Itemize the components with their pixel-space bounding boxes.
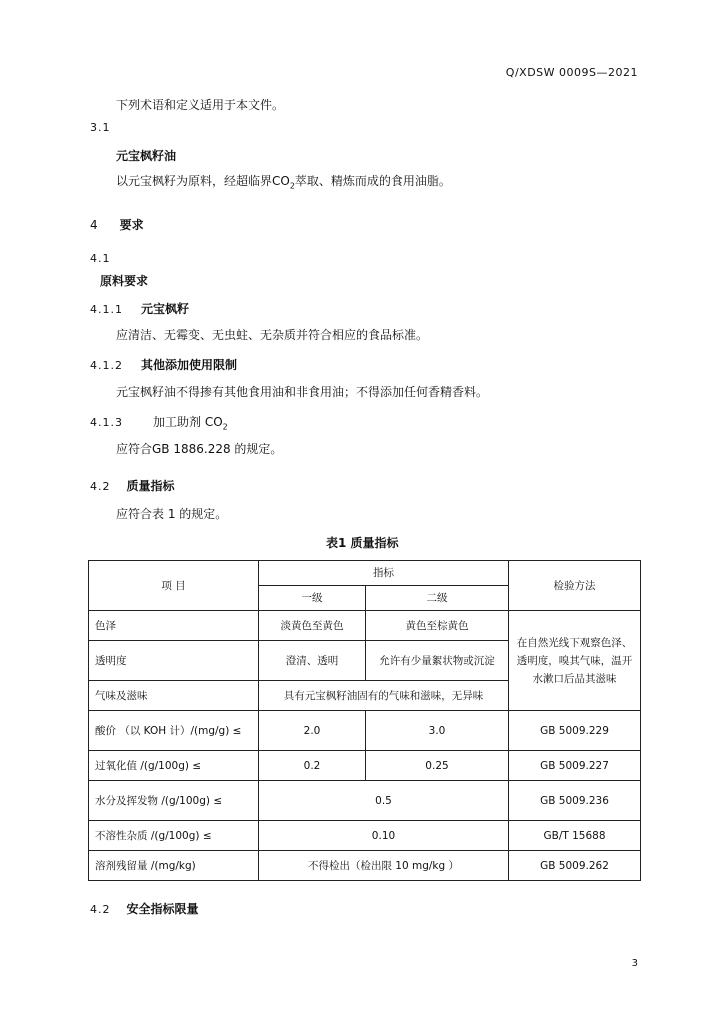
table-row: 气味及滋味 具有元宝枫籽油固有的气味和滋味，无异味	[89, 681, 641, 711]
section-4-1-number: 4.1	[90, 252, 111, 265]
header-grade-2: 二级	[366, 586, 509, 611]
section-3-1-definition: 以元宝枫籽为原料，经超临界$CO_2$萃取、精炼而成的食用油脂。	[116, 174, 451, 191]
sensory-method: 在自然光线下观察色泽、透明度，嗅其气味，温开水漱口后品其滋味	[509, 611, 641, 711]
section-4-1-1-text: 应清洁、无霉变、无虫蛀、无杂质并符合相应的食品标准。	[116, 328, 429, 342]
section-4-1-3-heading: 4.1.3 加工助剂 $CO_2$	[90, 415, 228, 432]
section-4-1-3-text: 应符合GB 1886.228 的规定。	[116, 442, 283, 456]
section-4-1-1-heading: 4.1.1 元宝枫籽	[90, 302, 190, 316]
page-number: 3	[631, 958, 638, 969]
header-index: 指标	[259, 561, 509, 586]
section-4-1-2-text: 元宝枫籽油不得掺有其他食用油和非食用油；不得添加任何香精香料。	[116, 385, 489, 399]
table-row: 透明度 澄清、透明 允许有少量絮状物或沉淀	[89, 641, 641, 681]
table-row: 过氧化值 /(g/100g) ≤ 0.2 0.25 GB 5009.227	[89, 751, 641, 781]
table-row: 不溶性杂质 /(g/100g) ≤ 0.10 GB/T 15688	[89, 821, 641, 851]
section-3-1-term: 元宝枫籽油	[116, 149, 177, 163]
section-4-1-title: 原料要求	[100, 274, 149, 288]
section-4-1-2-heading: 4.1.2 其他添加使用限制	[90, 358, 238, 372]
table-row: 色泽 淡黄色至黄色 黄色至棕黄色 在自然光线下观察色泽、透明度，嗅其气味，温开水漱口后品其滋味	[89, 611, 641, 641]
table-row: 水分及挥发物 /(g/100g) ≤ 0.5 GB 5009.236	[89, 781, 641, 821]
section-4-heading: 4 要求	[90, 218, 144, 232]
section-4-2-heading: 4.2 质量指标	[90, 479, 175, 493]
section-4-2-safety-heading: 4.2 安全指标限量	[90, 902, 199, 916]
section-4-2-text: 应符合表 1 的规定。	[116, 507, 228, 521]
header-method: 检验方法	[509, 561, 641, 611]
table-row: 溶剂残留量 /(mg/kg) 不得检出（检出限 10 mg/kg ） GB 5009.262	[89, 851, 641, 881]
header-grade-1: 一级	[259, 586, 366, 611]
header-item: 项 目	[89, 561, 259, 611]
section-3-1-number: 3.1	[90, 121, 111, 134]
document-code: Q/XDSW 0009S—2021	[505, 66, 638, 79]
table-row: 酸价 （以 KOH 计）/(mg/g) ≤ 2.0 3.0 GB 5009.229	[89, 711, 641, 751]
quality-index-table	[88, 560, 641, 881]
table-caption: 表1 质量指标	[326, 536, 399, 550]
intro-text: 下列术语和定义适用于本文件。	[116, 98, 285, 112]
table-header-row	[89, 561, 641, 586]
